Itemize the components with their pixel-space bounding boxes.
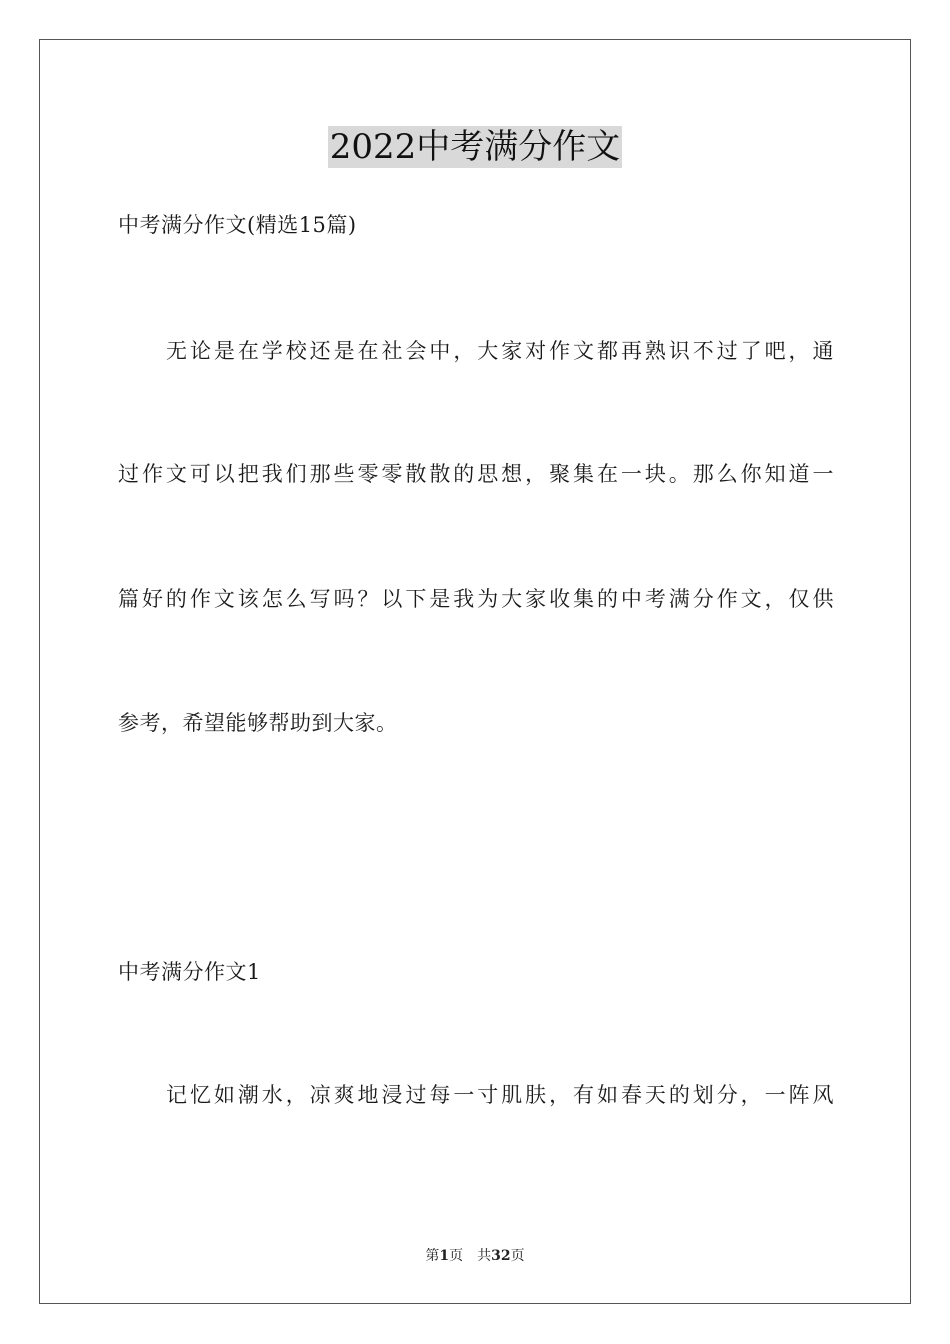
page-footer [0, 1246, 950, 1266]
section-line-1: 记忆如潮水，凉爽地浸过每一寸肌肤，有如春天的划分，一阵风 [166, 1083, 834, 1107]
intro-line-4: 参考，希望能够帮助到大家。 [118, 711, 398, 735]
intro-line-3: 篇好的作文该怎么写吗？以下是我为大家收集的中考满分作文，仅供 [118, 587, 834, 611]
footer-page-prefix: 第 [425, 1248, 440, 1264]
footer-total-prefix: 共 [477, 1248, 492, 1264]
intro-line-2: 过作文可以把我们那些零零散散的思想，聚集在一块。那么你知道一 [118, 462, 834, 486]
document-title: 2022中考满分作文 [329, 127, 621, 167]
section-heading: 中考满分作文1 [118, 960, 261, 984]
footer-total-suffix: 页 [510, 1248, 525, 1264]
footer-page-suffix: 页 [449, 1248, 464, 1264]
document-subtitle: 中考满分作文(精选15篇) [118, 213, 357, 237]
footer-page-number: 1 [439, 1248, 450, 1264]
intro-line-1: 无论是在学校还是在社会中，大家对作文都再熟识不过了吧，通 [166, 339, 834, 363]
title-container [0, 126, 950, 168]
footer-total-pages: 32 [491, 1248, 511, 1264]
